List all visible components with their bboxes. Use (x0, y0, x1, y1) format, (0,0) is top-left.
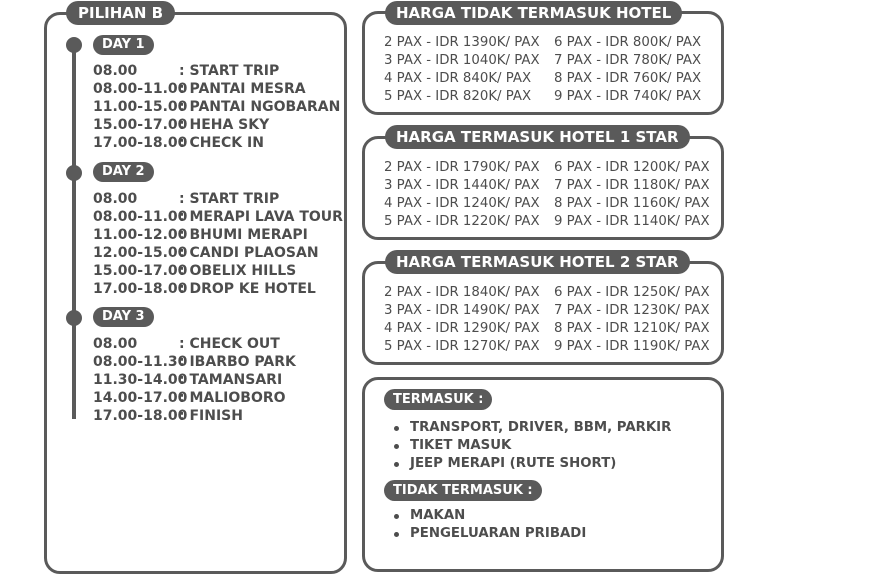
schedule-time: 11.00-15.00 (93, 99, 188, 115)
day-3-badge: DAY 3 (93, 307, 154, 327)
schedule-time: 14.00-17.00 (93, 390, 188, 406)
schedule-activity: : MERAPI LAVA TOUR (179, 209, 343, 225)
schedule-time: 11.30-14.00 (93, 372, 188, 388)
price-title-hotel-2-star: HARGA TERMASUK HOTEL 2 STAR (385, 250, 690, 274)
price-cell: 5 PAX - IDR 1220K/ PAX (384, 214, 540, 229)
price-cell: 2 PAX - IDR 1390K/ PAX (384, 35, 540, 50)
schedule-activity: : PANTAI MESRA (179, 81, 306, 97)
schedule-time: 08.00 (93, 63, 138, 79)
price-cell: 9 PAX - IDR 740K/ PAX (554, 89, 702, 104)
price-cell: 7 PAX - IDR 1230K/ PAX (554, 303, 710, 318)
schedule-activity: : FINISH (179, 408, 243, 424)
schedule-time: 08.00-11.00 (93, 81, 188, 97)
schedule-time: 17.00-18.00 (93, 281, 188, 297)
price-cell: 8 PAX - IDR 760K/ PAX (554, 71, 702, 86)
schedule-activity: : TAMANSARI (179, 372, 283, 388)
price-cell: 5 PAX - IDR 1270K/ PAX (384, 339, 540, 354)
schedule-time: 08.00-11.30 (93, 354, 188, 370)
schedule-activity: : IBARBO PARK (179, 354, 296, 370)
schedule-activity: : CHECK IN (179, 135, 264, 151)
price-cell: 9 PAX - IDR 1190K/ PAX (554, 339, 710, 354)
price-cell: 6 PAX - IDR 1250K/ PAX (554, 285, 710, 300)
price-title-hotel-1-star: HARGA TERMASUK HOTEL 1 STAR (385, 125, 690, 149)
price-cell: 6 PAX - IDR 800K/ PAX (554, 35, 702, 50)
exclude-item-text: MAKAN (410, 508, 466, 523)
schedule-activity: : CANDI PLAOSAN (179, 245, 319, 261)
price-cell: 5 PAX - IDR 820K/ PAX (384, 89, 532, 104)
schedule-time: 08.00 (93, 336, 138, 352)
schedule-activity: : PANTAI NGOBARAN (179, 99, 341, 115)
include-item-text: TRANSPORT, DRIVER, BBM, PARKIR (410, 420, 672, 435)
include-title: TERMASUK : (384, 389, 492, 410)
day-1-badge: DAY 1 (93, 35, 154, 55)
day-2-badge: DAY 2 (93, 162, 154, 182)
bullet-icon (394, 426, 399, 431)
price-title-no-hotel: HARGA TIDAK TERMASUK HOTEL (385, 1, 682, 25)
schedule-activity: : START TRIP (179, 63, 280, 79)
exclude-item-text: PENGELUARAN PRIBADI (410, 526, 587, 541)
bullet-icon (394, 462, 399, 467)
schedule-time: 11.00-12.00 (93, 227, 188, 243)
exclude-title: TIDAK TERMASUK : (384, 480, 542, 501)
price-cell: 2 PAX - IDR 1840K/ PAX (384, 285, 540, 300)
schedule-time: 12.00-15.00 (93, 245, 188, 261)
bullet-icon (394, 532, 399, 537)
include-item-text: JEEP MERAPI (RUTE SHORT) (410, 456, 617, 471)
price-cell: 9 PAX - IDR 1140K/ PAX (554, 214, 710, 229)
schedule-activity: : OBELIX HILLS (179, 263, 297, 279)
price-cell: 7 PAX - IDR 1180K/ PAX (554, 178, 710, 193)
include-item-text: TIKET MASUK (410, 438, 512, 453)
schedule-time: 17.00-18.00 (93, 135, 188, 151)
timeline-dot-day-1 (66, 37, 82, 53)
schedule-time: 08.00-11.00 (93, 209, 188, 225)
price-cell: 8 PAX - IDR 1210K/ PAX (554, 321, 710, 336)
price-cell: 6 PAX - IDR 1200K/ PAX (554, 160, 710, 175)
price-cell: 4 PAX - IDR 840K/ PAX (384, 71, 532, 86)
schedule-activity: : HEHA SKY (179, 117, 270, 133)
price-cell: 8 PAX - IDR 1160K/ PAX (554, 196, 710, 211)
schedule-time: 15.00-17.00 (93, 117, 188, 133)
timeline-dot-day-2 (66, 165, 82, 181)
price-cell: 4 PAX - IDR 1240K/ PAX (384, 196, 540, 211)
price-cell: 7 PAX - IDR 780K/ PAX (554, 53, 702, 68)
bullet-icon (394, 514, 399, 519)
schedule-activity: : MALIOBORO (179, 390, 286, 406)
schedule-activity: : CHECK OUT (179, 336, 280, 352)
bullet-icon (394, 444, 399, 449)
schedule-activity: : START TRIP (179, 191, 280, 207)
timeline-dot-day-3 (66, 310, 82, 326)
price-cell: 3 PAX - IDR 1440K/ PAX (384, 178, 540, 193)
schedule-activity: : DROP KE HOTEL (179, 281, 316, 297)
schedule-time: 15.00-17.00 (93, 263, 188, 279)
schedule-time: 08.00 (93, 191, 138, 207)
price-cell: 3 PAX - IDR 1040K/ PAX (384, 53, 540, 68)
price-cell: 2 PAX - IDR 1790K/ PAX (384, 160, 540, 175)
schedule-activity: : BHUMI MERAPI (179, 227, 308, 243)
itinerary-title: PILIHAN B (66, 1, 175, 25)
schedule-time: 17.00-18.00 (93, 408, 188, 424)
price-cell: 3 PAX - IDR 1490K/ PAX (384, 303, 540, 318)
timeline-line (72, 44, 76, 419)
price-cell: 4 PAX - IDR 1290K/ PAX (384, 321, 540, 336)
